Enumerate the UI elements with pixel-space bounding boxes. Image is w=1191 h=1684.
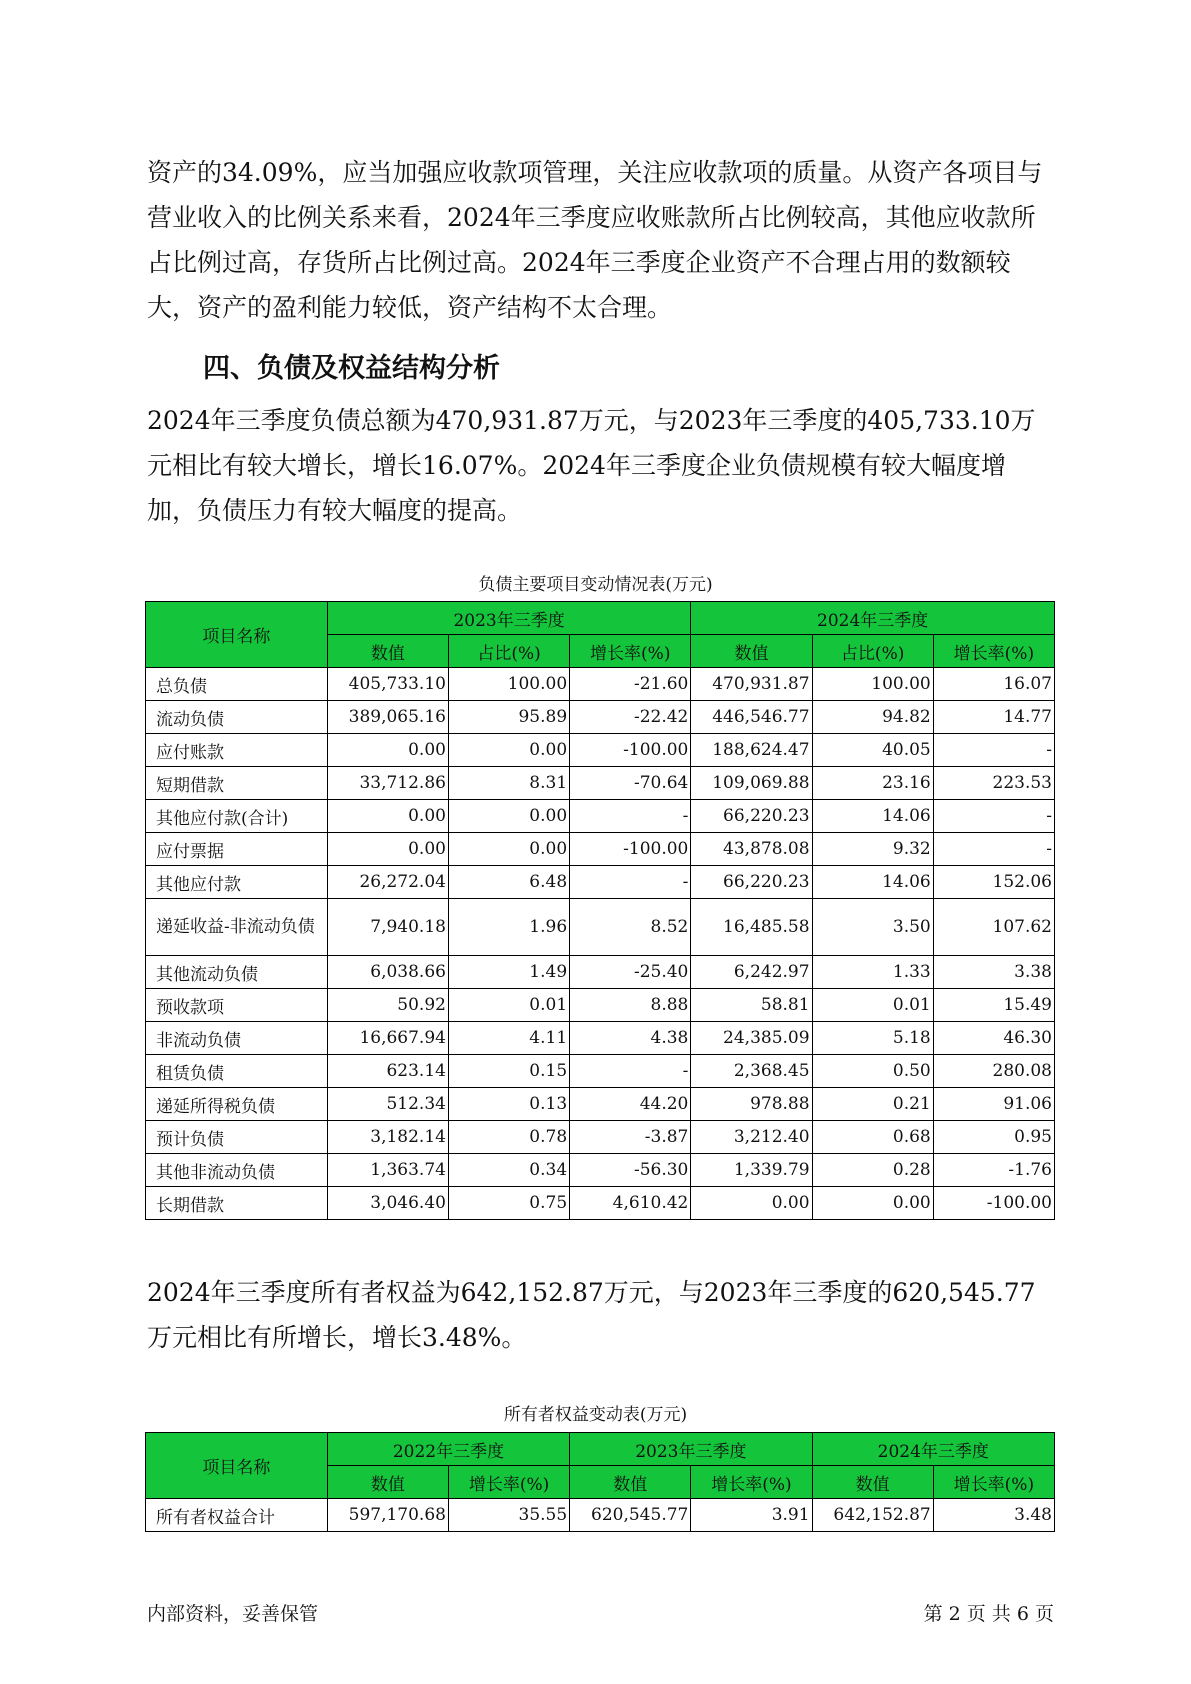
table1-caption: 负债主要项目变动情况表(万元) <box>478 575 713 595</box>
cell-value: 3,046.40 <box>327 1187 448 1220</box>
table-row <box>146 1187 1055 1220</box>
cell-value: 58.81 <box>691 989 812 1022</box>
table-row <box>146 800 1055 833</box>
row-name: 其他非流动负债 <box>146 1154 328 1187</box>
cell-value: 66,220.23 <box>691 800 812 833</box>
cell-share: 0.00 <box>812 1187 933 1220</box>
cell-growth: 3.38 <box>933 956 1054 989</box>
table-row <box>146 1088 1055 1121</box>
cell-value: 3,212.40 <box>691 1121 812 1154</box>
liabilities-table <box>145 601 1055 1220</box>
cell-share: 0.75 <box>448 1187 569 1220</box>
table-row <box>146 1022 1055 1055</box>
cell-value: 2,368.45 <box>691 1055 812 1088</box>
cell-value: 16,485.58 <box>691 899 812 956</box>
header-value: 数值 <box>812 1466 933 1499</box>
paragraph-liabilities: 2024年三季度负债总额为470,931.87万元，与2023年三季度的405,733.10万元相比有较大增长，增长16.07%。2024年三季度企业负债规模有较大幅度增加，负债压力有较大幅度的提高。 <box>147 406 1036 525</box>
cell-growth: 44.20 <box>570 1088 691 1121</box>
header-value: 数值 <box>570 1466 691 1499</box>
cell-share: 4.11 <box>448 1022 569 1055</box>
cell-share: 0.78 <box>448 1121 569 1154</box>
cell-growth: -22.42 <box>570 701 691 734</box>
header-growth: 增长率(%) <box>691 1466 812 1499</box>
row-name: 流动负债 <box>146 701 328 734</box>
cell-value: 109,069.88 <box>691 767 812 800</box>
cell-growth: 280.08 <box>933 1055 1054 1088</box>
cell-share: 0.50 <box>812 1055 933 1088</box>
table-row <box>146 989 1055 1022</box>
cell-growth: 91.06 <box>933 1088 1054 1121</box>
table-row <box>146 1154 1055 1187</box>
cell-value: 6,242.97 <box>691 956 812 989</box>
cell-share: 0.01 <box>448 989 569 1022</box>
cell-share: 9.32 <box>812 833 933 866</box>
cell-value: 642,152.87 <box>812 1499 933 1532</box>
table-row <box>146 1121 1055 1154</box>
cell-growth: 8.52 <box>570 899 691 956</box>
header-item-name: 项目名称 <box>146 602 328 668</box>
row-name: 递延收益-非流动负债 <box>146 899 328 956</box>
row-name: 短期借款 <box>146 767 328 800</box>
cell-value: 33,712.86 <box>327 767 448 800</box>
header-growth: 增长率(%) <box>448 1466 569 1499</box>
cell-value: 6,038.66 <box>327 956 448 989</box>
cell-share: 23.16 <box>812 767 933 800</box>
table-row <box>146 866 1055 899</box>
cell-growth: 15.49 <box>933 989 1054 1022</box>
header-share: 占比(%) <box>812 635 933 668</box>
cell-growth: - <box>933 800 1054 833</box>
row-name: 所有者权益合计 <box>146 1499 328 1532</box>
header-share: 占比(%) <box>448 635 569 668</box>
cell-value: 620,545.77 <box>570 1499 691 1532</box>
table2-caption: 所有者权益变动表(万元) <box>503 1405 688 1425</box>
cell-share: 0.34 <box>448 1154 569 1187</box>
cell-growth: - <box>933 833 1054 866</box>
cell-share: 40.05 <box>812 734 933 767</box>
cell-growth: - <box>570 866 691 899</box>
paragraph-equity: 2024年三季度所有者权益为642,152.87万元，与2023年三季度的620,545.77万元相比有所增长，增长3.48%。 <box>147 1278 1036 1352</box>
cell-growth: 223.53 <box>933 767 1054 800</box>
cell-share: 1.96 <box>448 899 569 956</box>
cell-share: 1.49 <box>448 956 569 989</box>
row-name: 其他流动负债 <box>146 956 328 989</box>
row-name: 长期借款 <box>146 1187 328 1220</box>
cell-share: 95.89 <box>448 701 569 734</box>
cell-value: 1,363.74 <box>327 1154 448 1187</box>
footer-confidential: 内部资料，妥善保管 <box>147 1603 319 1625</box>
header-value: 数值 <box>691 635 812 668</box>
cell-value: 0.00 <box>327 800 448 833</box>
cell-growth: -70.64 <box>570 767 691 800</box>
cell-growth: -21.60 <box>570 668 691 701</box>
cell-growth: 152.06 <box>933 866 1054 899</box>
cell-growth: - <box>570 800 691 833</box>
cell-growth: 16.07 <box>933 668 1054 701</box>
cell-value: 623.14 <box>327 1055 448 1088</box>
cell-growth: -56.30 <box>570 1154 691 1187</box>
cell-growth: 8.88 <box>570 989 691 1022</box>
row-name: 租赁负债 <box>146 1055 328 1088</box>
table-row <box>146 1499 1055 1532</box>
cell-share: 0.13 <box>448 1088 569 1121</box>
header-period-2024: 2024年三季度 <box>691 602 1055 635</box>
cell-share: 5.18 <box>812 1022 933 1055</box>
cell-growth: -3.87 <box>570 1121 691 1154</box>
row-name: 应付票据 <box>146 833 328 866</box>
paragraph-asset-structure: 资产的34.09%，应当加强应收款项管理，关注应收款项的质量。从资产各项目与营业收入的比例关系来看，2024年三季度应收账款所占比例较高，其他应收款所占比例过高，存货所占比例过高。2024年三季度企业资产不合理占用的数额较大，资产的盈利能力较低，资产结构不太合理。 <box>147 158 1043 322</box>
table-row <box>146 899 1055 956</box>
cell-growth: - <box>570 1055 691 1088</box>
header-value: 数值 <box>327 635 448 668</box>
table-row <box>146 767 1055 800</box>
header-growth: 增长率(%) <box>933 1466 1054 1499</box>
cell-growth: 14.77 <box>933 701 1054 734</box>
cell-value: 446,546.77 <box>691 701 812 734</box>
cell-share: 14.06 <box>812 800 933 833</box>
cell-share: 0.68 <box>812 1121 933 1154</box>
cell-value: 3,182.14 <box>327 1121 448 1154</box>
header-period-2022: 2022年三季度 <box>327 1433 569 1466</box>
row-name: 预收款项 <box>146 989 328 1022</box>
cell-growth: 4,610.42 <box>570 1187 691 1220</box>
header-growth: 增长率(%) <box>570 635 691 668</box>
cell-growth: -1.76 <box>933 1154 1054 1187</box>
row-name: 递延所得税负债 <box>146 1088 328 1121</box>
cell-share: 8.31 <box>448 767 569 800</box>
cell-value: 978.88 <box>691 1088 812 1121</box>
table-row <box>146 1055 1055 1088</box>
table-row <box>146 833 1055 866</box>
row-name: 非流动负债 <box>146 1022 328 1055</box>
cell-growth: -100.00 <box>933 1187 1054 1220</box>
cell-value: 405,733.10 <box>327 668 448 701</box>
cell-value: 66,220.23 <box>691 866 812 899</box>
cell-value: 0.00 <box>327 734 448 767</box>
cell-growth: 35.55 <box>448 1499 569 1532</box>
equity-table <box>145 1432 1055 1532</box>
cell-share: 6.48 <box>448 866 569 899</box>
cell-share: 0.21 <box>812 1088 933 1121</box>
cell-growth: 3.48 <box>933 1499 1054 1532</box>
row-name: 其他应付款 <box>146 866 328 899</box>
table-row <box>146 734 1055 767</box>
cell-value: 188,624.47 <box>691 734 812 767</box>
cell-value: 16,667.94 <box>327 1022 448 1055</box>
section-heading: 四、负债及权益结构分析 <box>203 353 500 384</box>
cell-growth: -25.40 <box>570 956 691 989</box>
footer-page-number: 第 2 页 共 6 页 <box>923 1603 1054 1625</box>
cell-share: 100.00 <box>812 668 933 701</box>
cell-share: 14.06 <box>812 866 933 899</box>
table-row <box>146 701 1055 734</box>
table-row <box>146 956 1055 989</box>
cell-share: 0.00 <box>448 833 569 866</box>
row-name: 总负债 <box>146 668 328 701</box>
cell-share: 3.50 <box>812 899 933 956</box>
cell-share: 0.00 <box>448 734 569 767</box>
cell-growth: 0.95 <box>933 1121 1054 1154</box>
cell-share: 94.82 <box>812 701 933 734</box>
cell-growth: 46.30 <box>933 1022 1054 1055</box>
row-name: 其他应付款(合计) <box>146 800 328 833</box>
header-period-2023: 2023年三季度 <box>327 602 691 635</box>
cell-share: 0.28 <box>812 1154 933 1187</box>
cell-growth: 3.91 <box>691 1499 812 1532</box>
cell-value: 0.00 <box>691 1187 812 1220</box>
header-item-name: 项目名称 <box>146 1433 328 1499</box>
header-value: 数值 <box>327 1466 448 1499</box>
cell-share: 1.33 <box>812 956 933 989</box>
cell-share: 100.00 <box>448 668 569 701</box>
row-name: 预计负债 <box>146 1121 328 1154</box>
cell-value: 389,065.16 <box>327 701 448 734</box>
header-period-2024: 2024年三季度 <box>812 1433 1054 1466</box>
cell-value: 24,385.09 <box>691 1022 812 1055</box>
cell-value: 512.34 <box>327 1088 448 1121</box>
cell-growth: -100.00 <box>570 833 691 866</box>
cell-growth: -100.00 <box>570 734 691 767</box>
cell-value: 470,931.87 <box>691 668 812 701</box>
cell-share: 0.00 <box>448 800 569 833</box>
header-growth: 增长率(%) <box>933 635 1054 668</box>
cell-share: 0.01 <box>812 989 933 1022</box>
header-period-2023: 2023年三季度 <box>570 1433 812 1466</box>
cell-value: 1,339.79 <box>691 1154 812 1187</box>
cell-growth: - <box>933 734 1054 767</box>
table-row <box>146 668 1055 701</box>
cell-value: 50.92 <box>327 989 448 1022</box>
cell-value: 26,272.04 <box>327 866 448 899</box>
cell-value: 0.00 <box>327 833 448 866</box>
cell-value: 7,940.18 <box>327 899 448 956</box>
row-name: 应付账款 <box>146 734 328 767</box>
cell-share: 0.15 <box>448 1055 569 1088</box>
cell-value: 597,170.68 <box>327 1499 448 1532</box>
cell-value: 43,878.08 <box>691 833 812 866</box>
cell-growth: 4.38 <box>570 1022 691 1055</box>
cell-growth: 107.62 <box>933 899 1054 956</box>
